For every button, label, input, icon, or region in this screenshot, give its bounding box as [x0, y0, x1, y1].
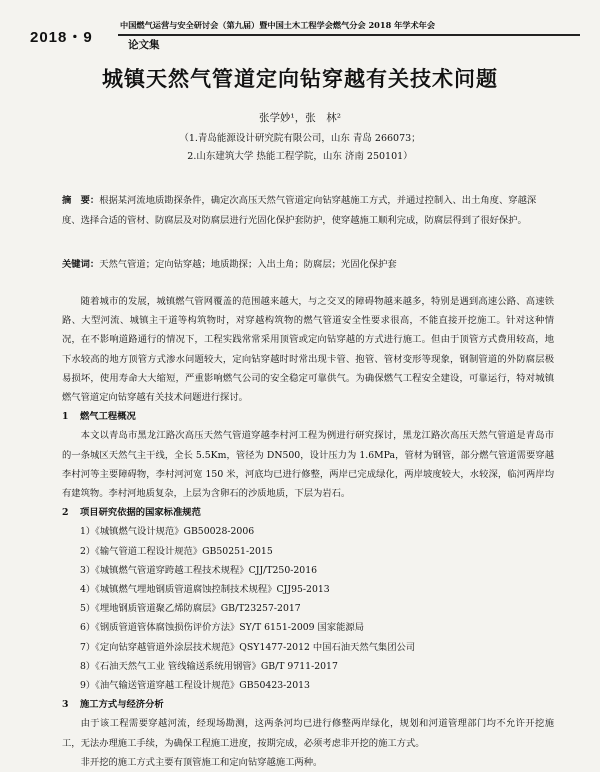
affiliation-2: 2.山东建筑大学 热能工程学院，山东 济南 250101） — [187, 151, 413, 162]
section-2-title: 项目研究依据的国家标准规范 — [80, 507, 201, 519]
standard-item: 5）《埋地钢质管道聚乙烯防腐层》GB/T23257-2017 — [80, 603, 301, 615]
page-header — [30, 16, 580, 54]
conference-name: 中国燃气运营与安全研讨会（第九届）暨中国土木工程学会燃气分会 2018 年学术年会 — [120, 20, 436, 30]
standard-item: 6）《钢质管道管体腐蚀损伤评价方法》SY/T 6151-2009 国家能源局 — [80, 622, 365, 634]
standard-item: 3）《城镇燃气管道穿跨越工程技术规程》CJJ/T250-2016 — [80, 564, 318, 576]
keywords-text: 天然气管道；定向钻穿越；地质勘探；入出土角；防腐层；光固化保护套 — [99, 259, 397, 270]
section-2-heading — [62, 503, 554, 522]
section-3-title: 施工方式与经济分析 — [80, 699, 164, 711]
standard-item: 4）《城镇燃气埋地钢质管道腐蚀控制技术规程》CJJ95-2013 — [80, 584, 330, 596]
standard-item: 1）《城镇燃气设计规范》GB50028-2006 — [80, 526, 255, 538]
section-1-heading — [62, 407, 554, 426]
standard-item: 9）《油气输送管道穿越工程设计规范》GB50423-2013 — [80, 680, 310, 692]
year-issue: 2018・9 — [30, 29, 93, 46]
header-rule — [118, 34, 580, 36]
section-1-number: 1 — [62, 411, 69, 423]
authors: 张学妙¹，张 林² — [259, 112, 341, 124]
section-1-paragraph: 本文以青岛市黑龙江路次高压天然气管道穿越李村河工程为例进行研究探讨，黑龙江路次高压天然气管道是青岛市的一条城区天然气主干线，全长 5.5Km，管径为 DN500，设计压力为 1.6MPa，管材为钢管，部分燃气管道需要穿越李村河等主要障碍物，李村河河宽 150 米，河底均已进行修整，两岸已完成绿化，两岸坡度较大，水较深，临河两岸均有建筑物。李村河地质复杂，上层为含卵石的沙质地质，下层为岩石。 — [62, 430, 554, 500]
standards-list — [62, 522, 554, 695]
standard-item: 8）《石油天然气工业 管线输送系统用钢管》GB/T 9711-2017 — [80, 660, 338, 672]
intro-paragraph: 随着城市的发展，城镇燃气管网覆盖的范围越来越大，与之交叉的障碍物越来越多，特别是遇到高速公路、高速铁路、大型河流、城镇主干道等构筑物时，对穿越构筑物的燃气管道安全性要求很高，不能直接开挖施工。针对这种情况，在不影响道路通行的情况下，工程实践常常采用顶管或定向钻穿越的方式进行施工。但由于顶管方式费用较高，地下水较高的地方顶管方式渗水问题较大，定向钻穿越时时常出现卡管、抱管、管材变形等现象，钢制管道的外防腐层极易损坏，使用寿命大大缩短，严重影响燃气公司的安全稳定可靠供气。为确保燃气工程安全建设，可靠运行，特对城镇燃气管道定向钻穿越有关技术问题进行探讨。 — [62, 296, 554, 404]
abstract-text: 根据某河流地质勘探条件，确定次高压天然气管道定向钻穿越施工方式，并通过控制入、出土角度、穿越深度、选择合适的管材、防腐层及对防腐层进行光固化保护套防护，使穿越施工顺利完成，防腐层得到了很好保护。 — [62, 195, 537, 226]
standard-item: 7）《定向钻穿越管道外涂层技术规范》QSY1477-2012 中国石油天然气集团公司 — [80, 641, 416, 653]
section-tag: 论文集 — [128, 39, 160, 51]
paper-title: 城镇天然气管道定向钻穿越有关技术问题 — [102, 67, 498, 91]
keywords-label: 关键词： — [62, 259, 100, 270]
standard-item: 2）《输气管道工程设计规范》GB50251-2015 — [80, 545, 273, 557]
section-3-paragraph-1: 由于该工程需要穿越河流，经现场勘测，这两条河均已进行修整两岸绿化，规划和河道管理部门均不允许开挖施工，无法办理施工手续，为确保工程施工进度，按期完成，必须考虑非开挖的施工方式。 — [62, 718, 554, 749]
section-3-heading — [62, 695, 554, 714]
keywords — [62, 256, 550, 270]
abstract — [62, 191, 550, 230]
abstract-label: 摘 要： — [62, 195, 100, 206]
section-1-title: 燃气工程概况 — [80, 411, 136, 423]
section-3-paragraph-2: 非开挖的施工方式主要有顶管施工和定向钻穿越施工两种。 — [80, 756, 323, 768]
section-2-number: 2 — [62, 507, 69, 519]
affiliation-1: （1.青岛能源设计研究院有限公司，山东 青岛 266073； — [179, 133, 421, 144]
article-body — [62, 292, 554, 772]
section-3-number: 3 — [62, 699, 69, 711]
